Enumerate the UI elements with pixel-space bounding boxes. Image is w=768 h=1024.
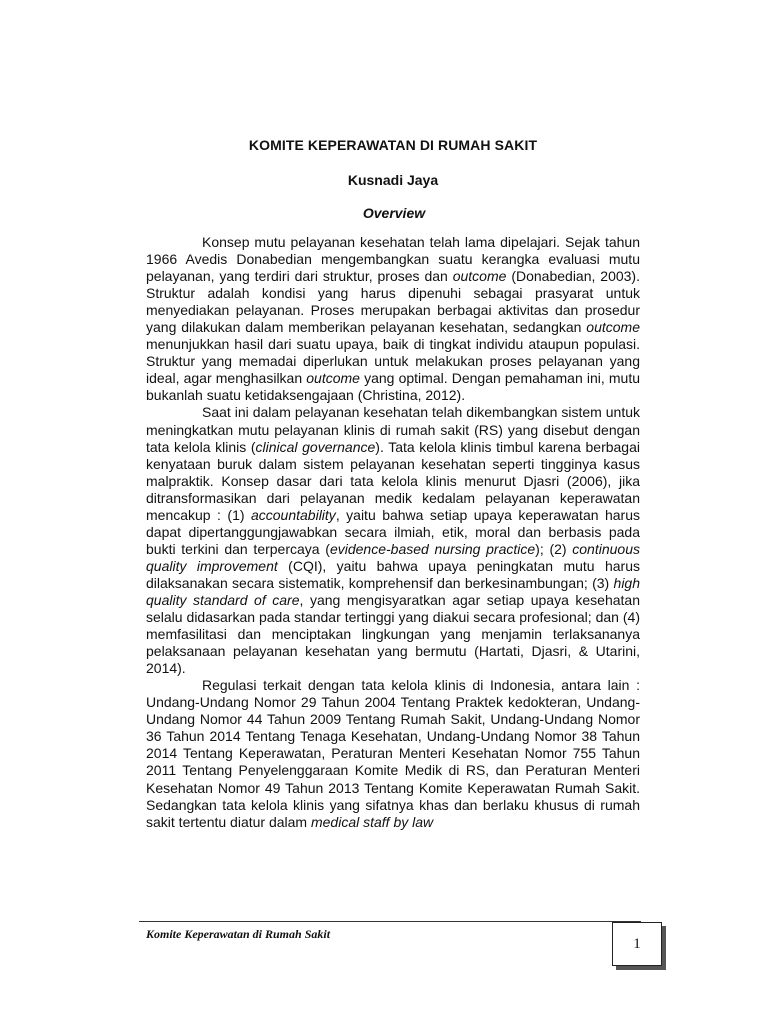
body-text [146,234,640,831]
body-paragraph [146,677,640,830]
text-run: ). Tata kelola klinis timbul karena berbagai kenyataan buruk dalam sistem pelayanan kesehatan seperti tingginya kasus malpraktik. Konsep dasar dari tata kelola klinis menurut Djasri (2006), jika ditransformasikan dari pelayanan medik kedalam pelayanan keperawatan mencakup : (1) [146,438,640,523]
italic-term: outcome [306,370,360,387]
italic-term: clinical governance [255,438,376,455]
text-run: (Donabedian, 2003). Struktur adalah kondisi yang harus dipenuhi sebagai prasyarat untuk menyediakan pelayanan. Proses merupakan berbagai aktivitas dan prosedur yang dilakukan dalam memberikan pelayanan kesehatan, sedangkan [146,268,640,336]
text-run: , yaitu bahwa setiap upaya keperawatan harus dapat dipertanggungjawabkan secara ilmiah, etik, moral dan berbasis pada bukti terkini dan terpercaya ( [146,506,640,557]
author-name: Kusnadi Jaya [347,172,439,188]
body-paragraph [146,404,640,677]
italic-term: evidence-based nursing practice [329,540,536,557]
italic-term: continuous quality improvement [146,540,640,574]
document-title: KOMITE KEPERAWATAN DI RUMAH SAKIT [248,137,538,153]
footer-divider [139,921,641,922]
page-number-box [612,922,662,966]
text-run: Konsep mutu pelayanan kesehatan telah lama dipelajari. Sejak tahun 1966 Avedis Donabedian mengembangkan suatu kerangka evaluasi mutu pelayanan, yang terdiri dari struktur, proses dan [146,234,640,285]
section-heading: Overview [362,205,426,221]
italic-term: outcome [452,268,507,285]
body-paragraph [146,234,640,404]
text-run: ); (2) [535,540,573,557]
text-run: Regulasi terkait dengan tata kelola klinis di Indonesia, antara lain : Undang-Undang Nomor 29 Tahun 2004 Tentang Praktek kedokteran, Undang-Undang Nomor 44 Tahun 2009 Tentang Rumah Sakit, Undang-Undang Nomor 36 Tahun 2014 Tentang Tenaga Kesehatan, Undang-Undang Nomor 38 Tahun 2014 Tentang Keperawatan, Peraturan Menteri Kesehatan Nomor 755 Tahun 2011 Tentang Penyelenggaraan Komite Medik di RS, dan Peraturan Menteri Kesehatan Nomor 49 Tahun 2013 Tentang Komite Keperawatan Rumah Sakit. Sedangkan tata kelola klinis yang sifatnya khas dan berlaku khusus di rumah sakit tertentu diatur dalam [146,677,640,830]
page-number: 1 [633,935,641,952]
italic-term: accountability [250,506,336,523]
text-run: , yang mengisyaratkan agar setiap upaya kesehatan selalu didasarkan pada standar tertinggi yang diakui secara profesional; dan (4) memfasilitasi dan menciptakan lingkungan yang menjamin terlaksananya pelaksanaan pelayanan kesehatan yang bermutu (Hartati, Djasri, & Utarini, 2014). [146,591,641,677]
text-run: (CQI), yaitu bahwa upaya peningkatan mutu harus dilaksanakan secara sistematik, komprehensif dan berkesinambungan; (3) [146,557,640,591]
text-run: menunjukkan hasil dari suatu upaya, baik di tingkat individu ataupun populasi. Struktur yang memadai diperlukan untuk melakukan proses pelayanan yang ideal, agar menghasilkan [146,336,640,387]
text-run: Saat ini dalam pelayanan kesehatan telah dikembangkan sistem untuk meningkatkan mutu pelayanan klinis di rumah sakit (RS) yang disebut dengan tata kelola klinis ( [146,404,640,455]
italic-term: outcome [586,319,640,336]
italic-term: medical staff by law [310,813,434,830]
text-run: yang optimal. Dengan pemahaman ini, mutu bukanlah suatu ketidaksengajaan (Christina, 2012). [146,370,641,404]
italic-term: high quality standard of care [146,574,640,608]
footer-running-title: Komite Keperawatan di Rumah Sakit [146,927,331,941]
